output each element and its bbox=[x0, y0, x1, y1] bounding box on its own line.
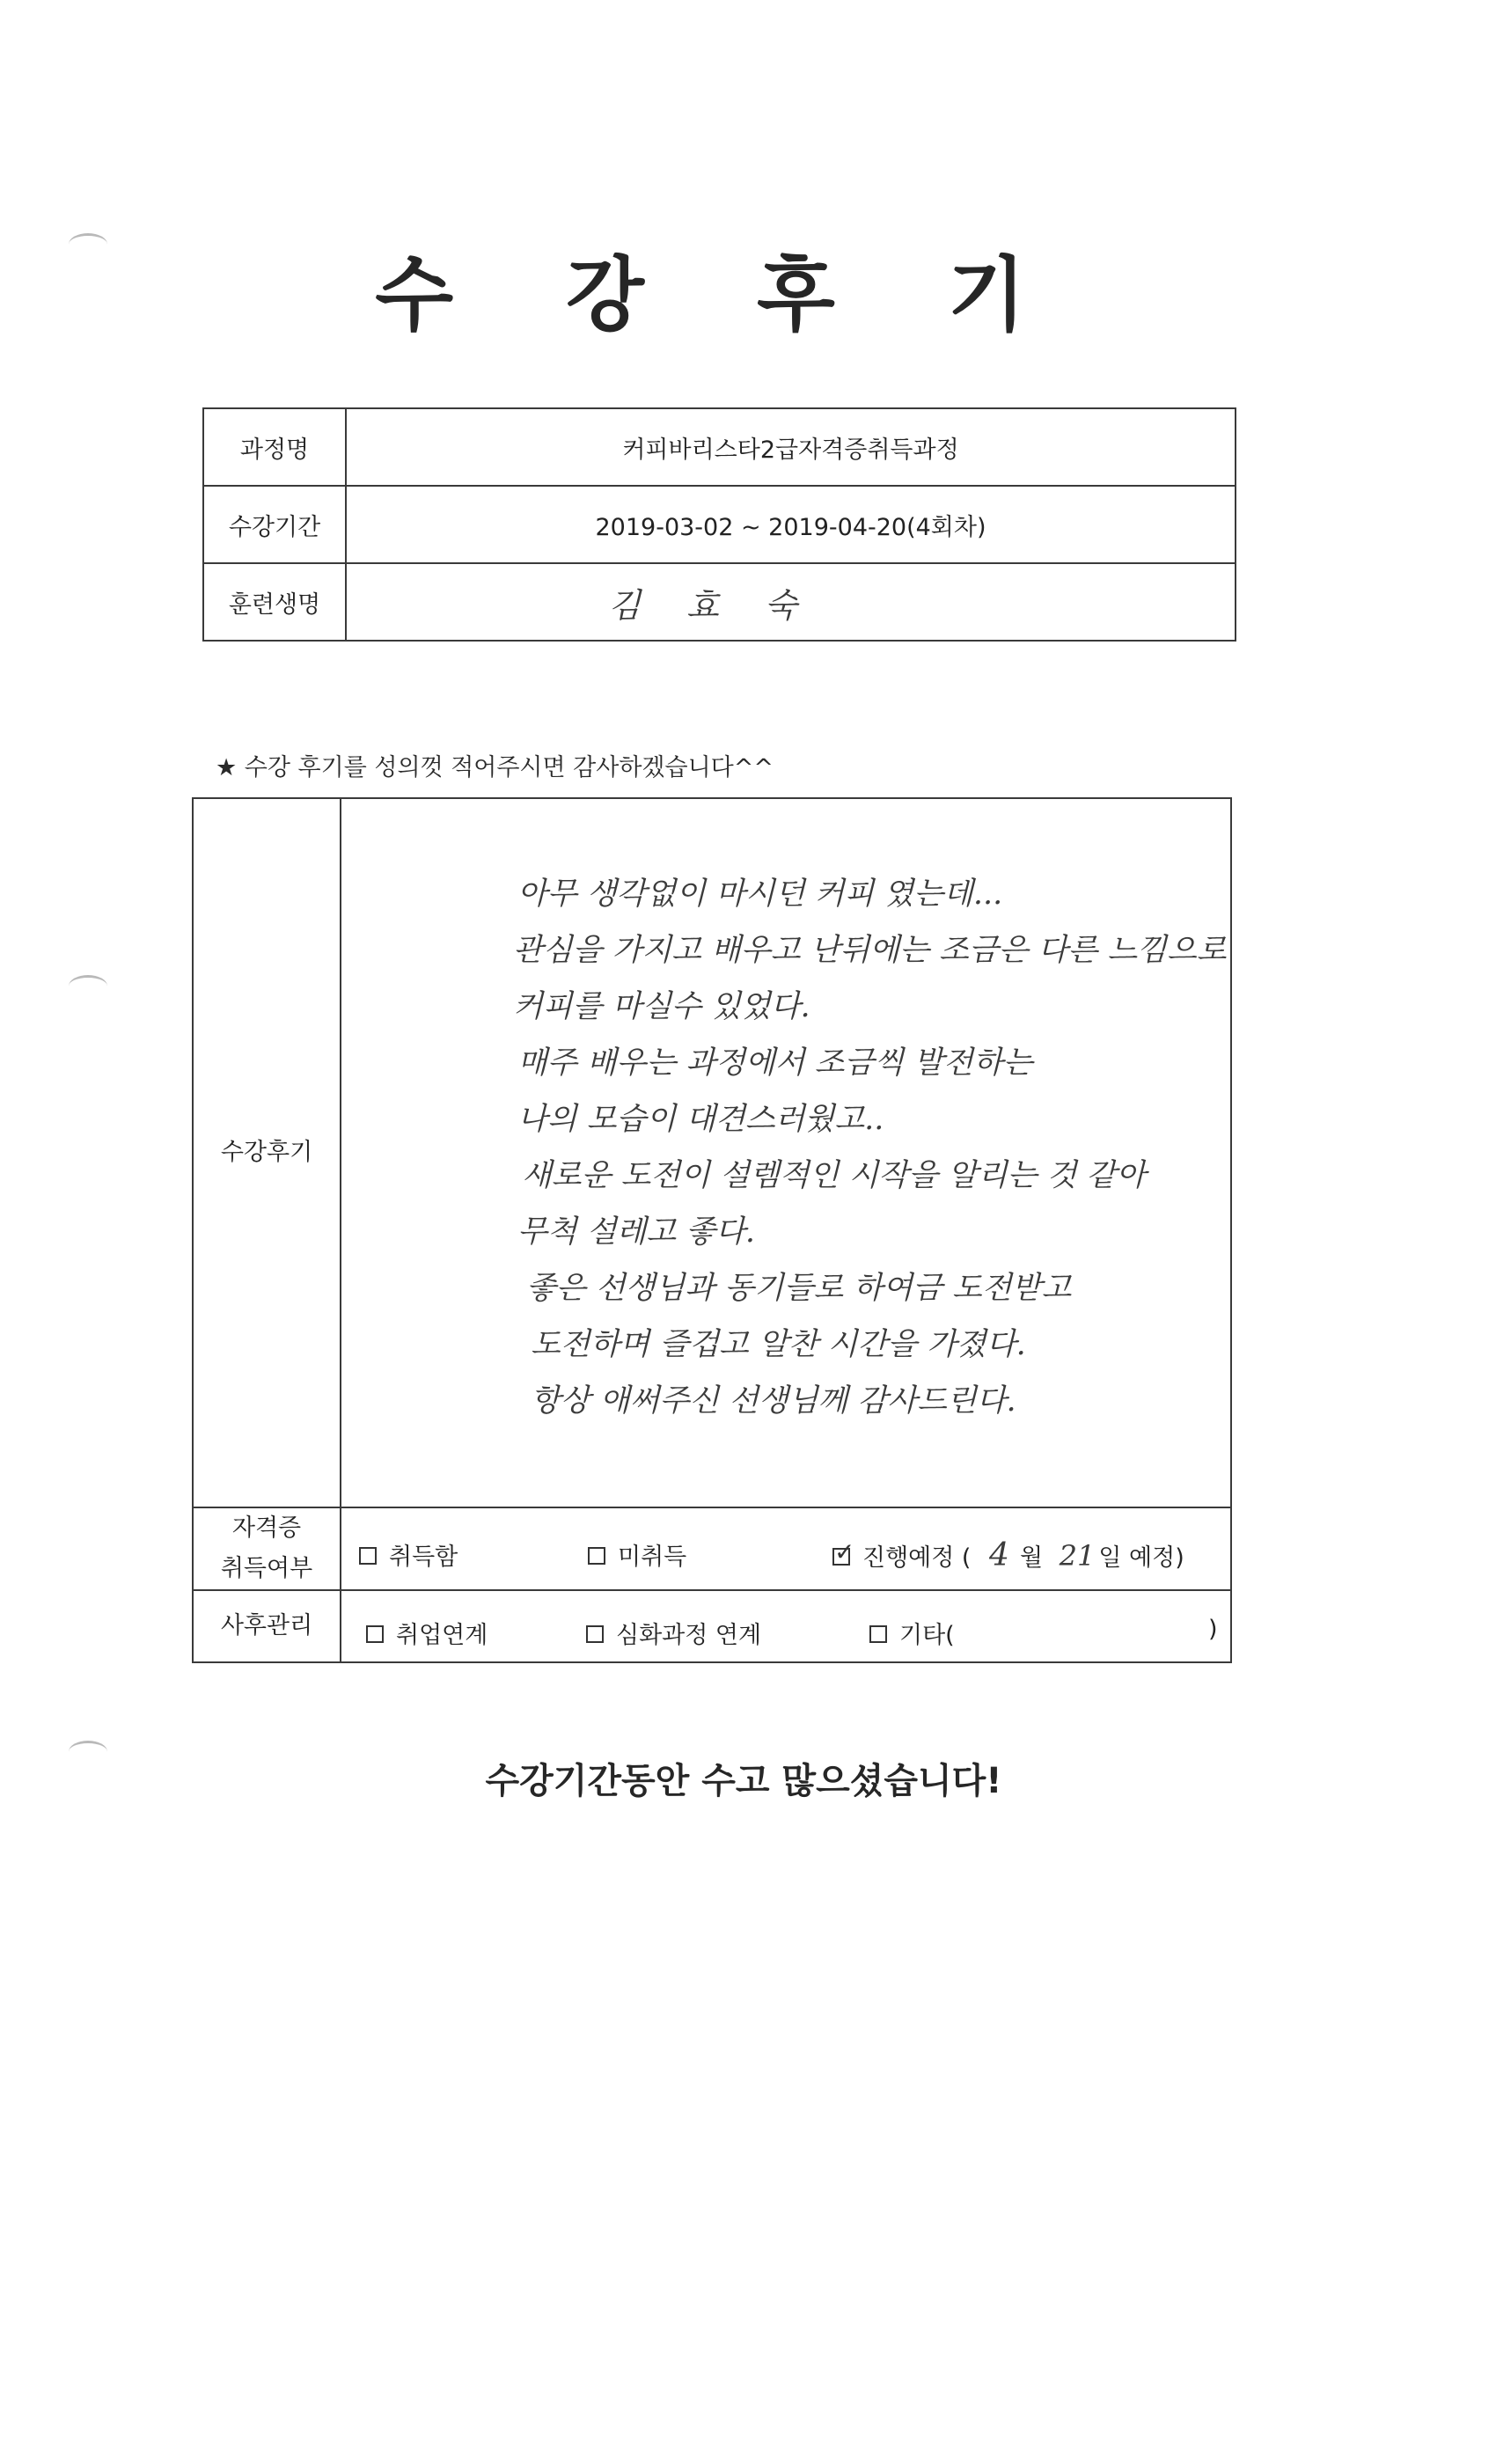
day-label: 일 예정) bbox=[1098, 1544, 1184, 1572]
handwritten-review bbox=[341, 799, 1230, 1507]
course-info-table bbox=[202, 407, 1236, 642]
review-content bbox=[341, 798, 1231, 1507]
month-label: 월 bbox=[1019, 1544, 1044, 1572]
option-label: 취업연계 bbox=[396, 1621, 488, 1649]
trainee-name-handwritten: 김 효 숙 bbox=[608, 585, 815, 625]
review-line: 커피를 마실수 있었다. bbox=[513, 989, 810, 1024]
checkbox-icon[interactable] bbox=[366, 1625, 384, 1643]
review-line: 나의 모습이 대견스러웠고.. bbox=[517, 1102, 884, 1137]
period-value: 2019-03-02 ~ 2019-04-20(4회차) bbox=[346, 486, 1236, 563]
checkbox-icon[interactable] bbox=[869, 1625, 887, 1643]
cert-label-line1: 자격증 bbox=[231, 1514, 302, 1542]
review-line: 매주 배우는 과정에서 조금씩 발전하는 bbox=[517, 1045, 1033, 1081]
planned-month-handwritten: 4 bbox=[989, 1536, 1009, 1573]
punch-hole-mark bbox=[69, 975, 107, 997]
option-label: 취득함 bbox=[389, 1543, 458, 1571]
cert-label bbox=[193, 1507, 341, 1590]
cert-options bbox=[341, 1507, 1231, 1590]
review-line: 아무 생각없이 마시던 커피 였는데... bbox=[517, 876, 1003, 912]
option-label: 기타( bbox=[899, 1621, 955, 1649]
course-value: 커피바리스타2급자격증취득과정 bbox=[346, 408, 1236, 486]
aftercare-option-other[interactable] bbox=[869, 1616, 955, 1650]
aftercare-label: 사후관리 bbox=[193, 1590, 341, 1662]
period-row bbox=[203, 486, 1236, 563]
review-line: 항상 애써주신 선생님께 감사드린다. bbox=[531, 1383, 1016, 1419]
cert-option-acquired[interactable] bbox=[359, 1537, 458, 1572]
review-row bbox=[193, 798, 1231, 1507]
option-label: 미취득 bbox=[618, 1543, 687, 1571]
period-label: 수강기간 bbox=[203, 486, 346, 563]
aftercare-row bbox=[193, 1590, 1231, 1662]
cert-option-not-acquired[interactable] bbox=[588, 1537, 686, 1572]
checkbox-icon[interactable] bbox=[588, 1547, 605, 1565]
checkbox-icon[interactable] bbox=[359, 1547, 377, 1565]
aftercare-option-advanced[interactable] bbox=[586, 1616, 761, 1650]
cert-row bbox=[193, 1507, 1231, 1590]
trainee-row bbox=[203, 563, 1236, 641]
option-label: 진행예정 ( bbox=[862, 1544, 972, 1572]
closing-message: 수강기간동안 수고 많으셨습니다! bbox=[485, 1761, 1002, 1801]
planned-day-handwritten: 21 bbox=[1059, 1538, 1096, 1573]
review-line: 무척 설레고 좋다. bbox=[517, 1214, 756, 1250]
review-line: 좋은 선생님과 동기들로 하여금 도전받고 bbox=[526, 1271, 1072, 1306]
course-row bbox=[203, 408, 1236, 486]
checked-checkbox-icon[interactable] bbox=[832, 1548, 850, 1566]
checkbox-icon[interactable] bbox=[586, 1625, 604, 1643]
aftercare-other-close: ) bbox=[1208, 1615, 1218, 1643]
option-label: 심화과정 연계 bbox=[616, 1621, 762, 1649]
page-title: 수 강 후 기 bbox=[375, 248, 1068, 342]
course-label: 과정명 bbox=[203, 408, 346, 486]
notice-text: ★ 수강 후기를 성의껏 적어주시면 감사하겠습니다^^ bbox=[216, 754, 774, 781]
review-label: 수강후기 bbox=[193, 798, 341, 1507]
review-line: 새로운 도전이 설렘적인 시작을 알리는 것 같아 bbox=[522, 1158, 1147, 1193]
cert-label-line2: 취득여부 bbox=[220, 1554, 313, 1582]
trainee-cell bbox=[346, 563, 1236, 641]
review-table bbox=[192, 797, 1232, 1663]
aftercare-options bbox=[341, 1590, 1231, 1662]
cert-option-planned[interactable] bbox=[832, 1537, 1184, 1573]
aftercare-option-job[interactable] bbox=[366, 1616, 488, 1650]
review-line: 관심을 가지고 배우고 난뒤에는 조금은 다른 느낌으로 bbox=[513, 933, 1227, 968]
trainee-label: 훈련생명 bbox=[203, 563, 346, 641]
review-line: 도전하며 즐겁고 알찬 시간을 가졌다. bbox=[531, 1327, 1026, 1362]
